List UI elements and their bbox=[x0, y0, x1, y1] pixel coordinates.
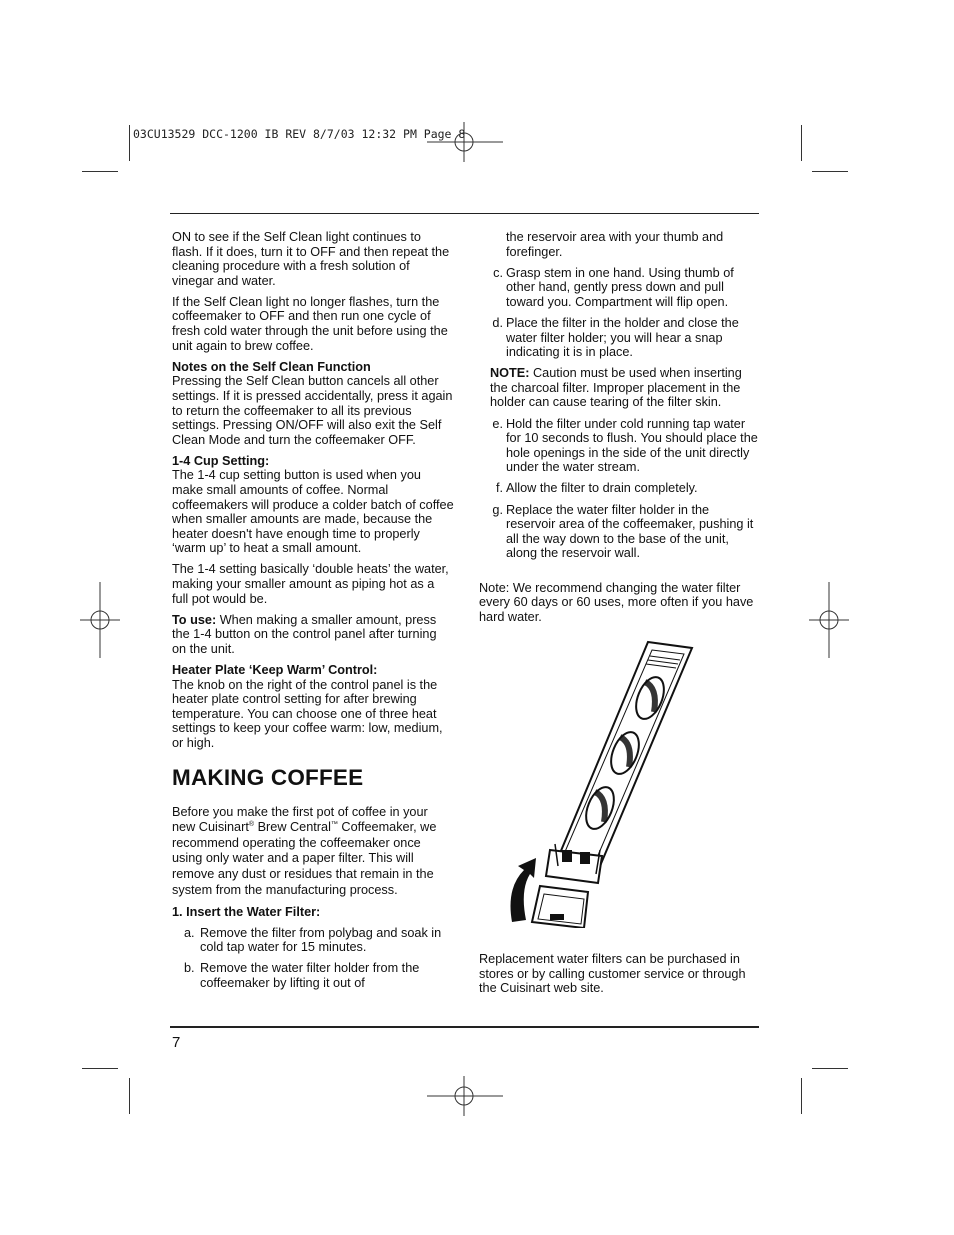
notes-section bbox=[172, 360, 454, 448]
crop-mark bbox=[82, 171, 118, 172]
list-item bbox=[479, 503, 761, 561]
paragraph: The 1-4 setting basically ‘double heats’ the water, making your smaller amount as piping hot as a full pot would be. bbox=[172, 562, 449, 606]
crop-mark bbox=[812, 171, 848, 172]
intro-text: Coffeemaker, we recommend operating the coffeemaker once using only water and a paper filter. This will remove any dust or residues that remain in the system from the manufacturing process. bbox=[172, 820, 437, 897]
registration-mark-right bbox=[809, 582, 849, 658]
crop-mark bbox=[801, 1078, 802, 1114]
crop-mark bbox=[129, 125, 130, 161]
registration-mark-bottom bbox=[427, 1076, 503, 1116]
list-text: Hold the filter under cold running tap water for 10 seconds to flush. You should place the hole openings in the side of the unit directly under the water stream. bbox=[506, 416, 758, 475]
water-filter-holder-illustration bbox=[500, 638, 700, 928]
page-number: 7 bbox=[172, 1034, 181, 1051]
note-paragraph bbox=[479, 366, 761, 410]
list-text: Allow the filter to drain completely. bbox=[506, 481, 698, 496]
registration-mark-left bbox=[80, 582, 120, 658]
list-item bbox=[479, 417, 761, 475]
registration-mark-top bbox=[427, 122, 503, 162]
intro-paragraph bbox=[172, 805, 454, 899]
list-label: f. bbox=[495, 481, 503, 496]
list-item bbox=[479, 266, 761, 310]
heater-body: The knob on the right of the control panel is the heater plate control setting for after brewing temperature. You can choose one of three heat settings to keep your coffee warm: low, medium, or high. bbox=[172, 677, 443, 750]
replacement-paragraph bbox=[479, 952, 761, 1002]
note-body: Caution must be used when inserting the charcoal filter. Improper placement in the holder can cause tearing of the filter skin. bbox=[490, 366, 742, 410]
heater-heading: Heater Plate ‘Keep Warm’ Control: bbox=[172, 663, 378, 678]
list-item bbox=[172, 961, 454, 990]
crop-mark bbox=[812, 1068, 848, 1069]
note-filter-change: Note: We recommend changing the water filter every 60 days or 60 uses, more often if you have hard water. bbox=[479, 580, 754, 625]
list-label: e. bbox=[492, 416, 503, 431]
list-label: g. bbox=[492, 502, 503, 517]
cup-body: The 1-4 cup setting button is used when you make small amounts of coffee. Normal coffeemakers will produce a colder batch of coffee when smaller amounts are made, because the heater doesn't have enough time to properly ‘warm up’ to heat a small amount. bbox=[172, 468, 454, 556]
list-item bbox=[479, 316, 761, 360]
bottom-rule bbox=[170, 1026, 759, 1028]
list-text: Grasp stem in one hand. Using thumb of other hand, gently press down and pull toward you. Compartment will flip open. bbox=[506, 265, 734, 309]
list-label: a. bbox=[184, 925, 195, 940]
step1-heading bbox=[172, 905, 454, 920]
list-text: Remove the water filter holder from the coffeemaker by lifting it out of bbox=[200, 961, 420, 991]
section-title: MAKING COFFEE bbox=[172, 764, 364, 790]
list-item bbox=[479, 481, 761, 496]
trademark-mark: ™ bbox=[330, 820, 338, 828]
note-label: NOTE: bbox=[490, 366, 530, 381]
to-use-paragraph bbox=[172, 613, 454, 657]
heater-section bbox=[172, 663, 454, 751]
right-column bbox=[479, 230, 761, 631]
continued-text: the reservoir area with your thumb and forefinger. bbox=[506, 230, 724, 259]
cup-section bbox=[172, 454, 454, 556]
list-text: Replace the water filter holder in the reservoir area of the coffeemaker, pushing it all the way down to the base of the unit, along the reservoir wall. bbox=[506, 502, 754, 561]
to-use-body: When making a smaller amount, press the 1-4 button on the control panel after turning on the unit. bbox=[172, 612, 437, 656]
list-label: d. bbox=[492, 315, 503, 330]
replacement-text: Replacement water filters can be purchased in stores or by calling customer service or through the Cuisinart web site. bbox=[479, 952, 746, 996]
list-text: Remove the filter from polybag and soak in cold tap water for 15 minutes. bbox=[200, 925, 442, 955]
intro-text: Before you make the first pot of coffee in your new Cuisinart bbox=[172, 804, 428, 835]
printer-slug: 03CU13529 DCC-1200 IB REV 8/7/03 12:32 PM Page 8 bbox=[133, 127, 466, 141]
to-use-label: To use: bbox=[172, 612, 217, 627]
paragraph: If the Self Clean light no longer flashes, turn the coffeemaker to OFF and then run one cycle of fresh cold water through the unit before using the unit again to brew coffee. bbox=[172, 294, 448, 353]
step1-heading-text: 1. Insert the Water Filter: bbox=[172, 904, 321, 919]
registered-mark: ® bbox=[248, 820, 255, 828]
paragraph: ON to see if the Self Clean light continues to flash. If it does, turn it to OFF and then repeat the cleaning procedure with a fresh solution of vinegar and water. bbox=[172, 230, 450, 288]
list-label: c. bbox=[493, 265, 503, 280]
cup-heading: 1-4 Cup Setting: bbox=[172, 453, 270, 468]
crop-mark bbox=[129, 1078, 130, 1114]
crop-mark bbox=[801, 125, 802, 161]
intro-text: Brew Central bbox=[254, 820, 331, 835]
list-label: b. bbox=[184, 961, 195, 976]
left-column bbox=[172, 230, 454, 997]
top-rule bbox=[170, 213, 759, 214]
crop-mark bbox=[82, 1068, 118, 1069]
list-item bbox=[172, 926, 454, 955]
notes-heading: Notes on the Self Clean Function bbox=[172, 359, 371, 374]
notes-body: Pressing the Self Clean button cancels all other settings. If it is pressed accidentally, press it again to return the coffeemaker to all its previous settings. Pressing ON/OFF will also exit the Self Clean Mode and turn the coffeemaker OFF. bbox=[172, 374, 453, 447]
list-text: Place the filter in the holder and close the water filter holder; you will hear a snap indicating it is in place. bbox=[506, 315, 739, 360]
